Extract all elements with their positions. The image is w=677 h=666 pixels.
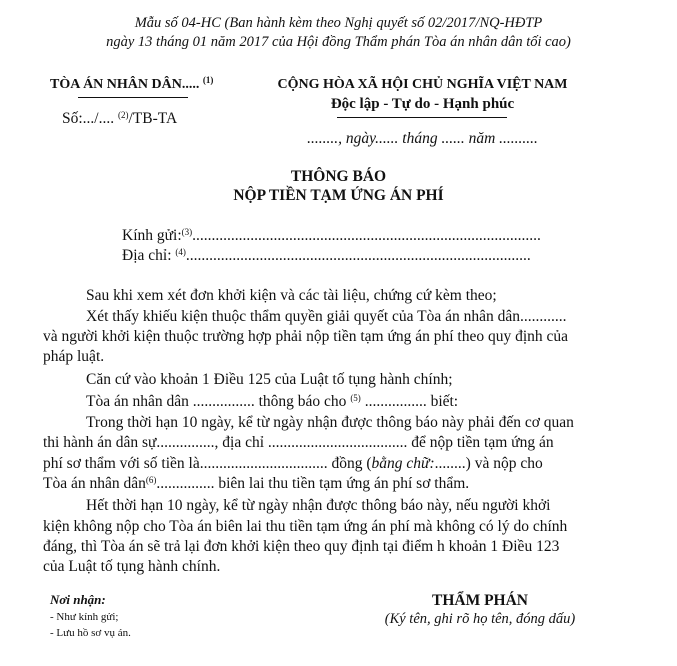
recipient-to-label: Kính gửi: bbox=[122, 227, 182, 244]
notice-title: THÔNG BÁO bbox=[290, 168, 387, 185]
recipients-item-1: - Như kính gửi; bbox=[50, 611, 119, 623]
recipients-label: Nơi nhận: bbox=[50, 592, 106, 607]
recipient-to-dots: .......................................................................................... bbox=[192, 227, 541, 244]
paragraph-4 bbox=[86, 391, 458, 412]
court-name-text: TÒA ÁN NHÂN DÂN..... bbox=[50, 77, 200, 92]
recipients-item-2: - Lưu hồ sơ vụ án. bbox=[50, 627, 131, 639]
recipient-to bbox=[122, 225, 541, 246]
country-name: CỘNG HÒA XÃ HỘI CHỦ NGHĨA VIỆT NAM bbox=[277, 77, 568, 92]
paragraph-4-part-a: Tòa án nhân dân ................ thông báo cho bbox=[86, 393, 351, 410]
national-motto: Độc lập - Tự do - Hạnh phúc bbox=[330, 96, 515, 112]
paragraph-6-line-4: của Luật tố tụng hành chính. bbox=[43, 558, 221, 575]
recipient-address-note: (4) bbox=[175, 247, 186, 257]
paragraph-5-line-4-note: (6) bbox=[145, 475, 157, 485]
form-reference-line-1: Mẫu số 04-HC (Ban hành kèm theo Nghị quyết số 02/2017/NQ-HĐTP bbox=[134, 15, 543, 31]
paragraph-5-line-3 bbox=[43, 453, 543, 474]
document-number-note: (2) bbox=[117, 110, 129, 120]
date-line: ........, ngày...... tháng ...... năm .......... bbox=[307, 130, 538, 147]
paragraph-5-line-3-italic: bằng chữ: bbox=[371, 455, 435, 472]
paragraph-3: Căn cứ vào khoản 1 Điều 125 của Luật tố tụng hành chính; bbox=[86, 371, 453, 388]
court-underline bbox=[78, 97, 188, 98]
paragraph-2-line-2: và người khởi kiện thuộc trường hợp phải nộp tiền tạm ứng án phí theo quy định của bbox=[43, 328, 569, 345]
court-note: (1) bbox=[202, 75, 214, 85]
document-number bbox=[62, 110, 177, 128]
paragraph-5-line-4-a: Tòa án nhân dân bbox=[43, 475, 146, 492]
recipient-to-note: (3) bbox=[181, 227, 193, 237]
motto-underline bbox=[337, 117, 507, 118]
paragraph-5-line-1: Trong thời hạn 10 ngày, kể từ ngày nhận được thông báo này phải đến cơ quan bbox=[86, 414, 574, 431]
signer-note: (Ký tên, ghi rõ họ tên, đóng dấu) bbox=[384, 611, 576, 627]
form-reference-line-2: ngày 13 tháng 01 năm 2017 của Hội đồng Thẩm phán Tòa án nhân dân tối cao) bbox=[106, 34, 571, 50]
paragraph-5-line-3-b: ........) và nộp cho bbox=[434, 455, 543, 472]
paragraph-6-line-3: đáng, thì Tòa án sẽ trả lại đơn khởi kiện theo quy định tại điểm h khoản 1 Điều 123 bbox=[43, 538, 560, 555]
recipient-address-dots: ......................................................................................... bbox=[185, 247, 531, 264]
paragraph-5-line-4 bbox=[43, 473, 469, 494]
paragraph-5-line-4-b: ............... biên lai thu tiền tạm ứng án phí sơ thẩm. bbox=[156, 475, 470, 492]
paragraph-6-line-2: kiện không nộp cho Tòa án biên lai thu tiền tạm ứng án phí mà không có lý do chính bbox=[43, 518, 568, 535]
paragraph-5-line-3-a: phí sơ thẩm với số tiền là................................. đồng ( bbox=[43, 455, 372, 472]
paragraph-2-line-1: Xét thấy khiếu kiện thuộc thẩm quyền giải quyết của Tòa án nhân dân............ bbox=[86, 308, 567, 325]
signer-title: THẨM PHÁN bbox=[431, 592, 528, 609]
paragraph-2-line-3: pháp luật. bbox=[43, 348, 105, 365]
paragraph-4-note: (5) bbox=[350, 393, 361, 403]
paragraph-4-part-b: ................ biết: bbox=[360, 393, 459, 410]
paragraph-1: Sau khi xem xét đơn khởi kiện và các tài liệu, chứng cứ kèm theo; bbox=[86, 287, 497, 304]
paragraph-6-line-1: Hết thời hạn 10 ngày, kể từ ngày nhận được thông báo này, nếu người khởi bbox=[86, 497, 551, 514]
paragraph-5-line-2: thi hành án dân sự..............., địa chỉ .................................... để nộp tiền tạm ứng án bbox=[43, 434, 554, 451]
document-number-prefix: Số:.../.... bbox=[62, 110, 115, 127]
recipient-address bbox=[122, 245, 531, 266]
recipient-address-label: Địa chỉ: bbox=[122, 247, 176, 264]
court-name bbox=[50, 77, 213, 93]
document-number-suffix: /TB-TA bbox=[128, 110, 178, 127]
notice-subtitle: NỘP TIỀN TẠM ỨNG ÁN PHÍ bbox=[233, 187, 444, 204]
